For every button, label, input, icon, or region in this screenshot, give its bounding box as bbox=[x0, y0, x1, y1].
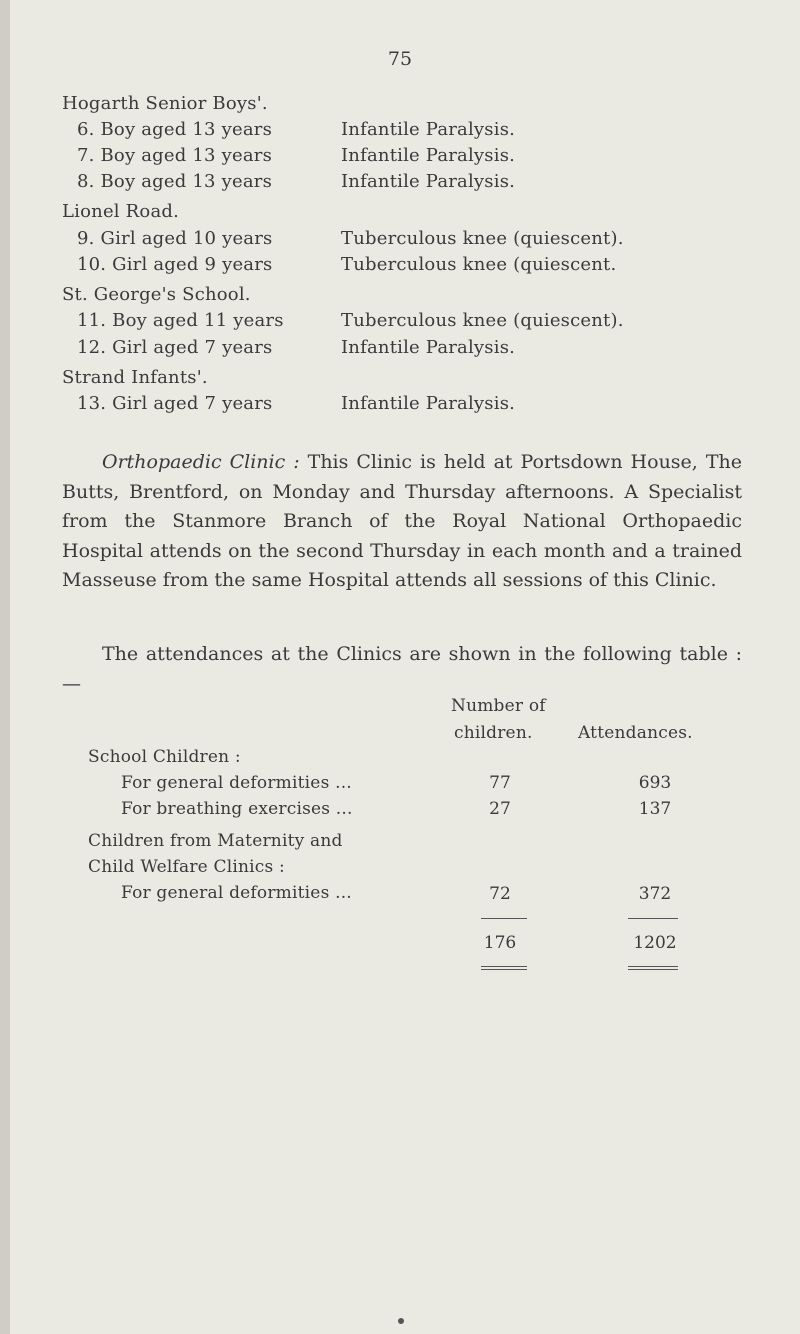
subtotal-rule bbox=[628, 918, 678, 919]
case-who: 9. Girl aged 10 years bbox=[77, 228, 273, 249]
total-double-rule bbox=[628, 966, 678, 967]
case-condition: Tuberculous knee (quiescent. bbox=[341, 254, 617, 275]
group-school-children: School Children : bbox=[88, 747, 241, 767]
case-who: 13. Girl aged 7 years bbox=[77, 393, 273, 414]
row-label: For general deformities ... bbox=[121, 773, 352, 793]
page-edge-shadow bbox=[0, 0, 10, 1334]
total-attendances: 1202 bbox=[633, 933, 677, 953]
row-attendances: 693 bbox=[638, 773, 672, 793]
case-who: 12. Girl aged 7 years bbox=[77, 337, 273, 358]
orthopaedic-clinic-paragraph bbox=[62, 448, 742, 596]
school-heading: Strand Infants'. bbox=[62, 367, 208, 388]
case-who: 10. Girl aged 9 years bbox=[77, 254, 273, 275]
ink-dot bbox=[398, 1318, 404, 1324]
group-maternity-line2: Child Welfare Clinics : bbox=[88, 857, 285, 877]
case-condition: Infantile Paralysis. bbox=[341, 119, 516, 140]
group-maternity-line1: Children from Maternity and bbox=[88, 831, 343, 851]
case-who: 7. Boy aged 13 years bbox=[77, 145, 273, 166]
case-condition: Infantile Paralysis. bbox=[341, 393, 516, 414]
row-label: For breathing exercises ... bbox=[121, 799, 353, 819]
page-number: 75 bbox=[387, 48, 413, 70]
total-double-rule bbox=[481, 969, 527, 970]
row-label: For general deformities ... bbox=[121, 883, 352, 903]
row-attendances: 137 bbox=[638, 799, 672, 819]
header-children: children. bbox=[454, 723, 533, 743]
case-who: 8. Boy aged 13 years bbox=[77, 171, 273, 192]
row-children: 72 bbox=[489, 884, 511, 904]
row-children: 77 bbox=[489, 773, 511, 793]
case-condition: Infantile Paralysis. bbox=[341, 171, 516, 192]
case-who: 11. Boy aged 11 years bbox=[77, 310, 284, 331]
case-condition: Tuberculous knee (quiescent). bbox=[341, 228, 624, 249]
row-attendances: 372 bbox=[638, 884, 672, 904]
orthopaedic-clinic-text: This Clinic is held at Portsdown House, The Butts, Brentford, on Monday and Thursday afternoons. A Specialist from the Stanmore Branch of the Royal National Orthopaedic Hospital attends on the second Thursday in each month and a trained Masseuse from the same Hospital attends all sessions of this Clinic. bbox=[62, 451, 742, 591]
case-condition: Tuberculous knee (quiescent). bbox=[341, 310, 624, 331]
case-condition: Infantile Paralysis. bbox=[341, 337, 516, 358]
subtotal-rule bbox=[481, 918, 527, 919]
header-attendances: Attendances. bbox=[578, 723, 693, 743]
row-children: 27 bbox=[489, 799, 511, 819]
orthopaedic-clinic-heading: Orthopaedic Clinic : bbox=[102, 451, 300, 473]
school-heading: Hogarth Senior Boys'. bbox=[62, 93, 268, 114]
attendance-intro: The attendances at the Clinics are shown in the following table :— bbox=[62, 643, 742, 695]
total-double-rule bbox=[628, 969, 678, 970]
header-number-of: Number of bbox=[451, 696, 546, 716]
total-children: 176 bbox=[483, 933, 517, 953]
case-who: 6. Boy aged 13 years bbox=[77, 119, 273, 140]
school-heading: Lionel Road. bbox=[62, 201, 180, 222]
school-heading: St. George's School. bbox=[62, 284, 251, 305]
case-condition: Infantile Paralysis. bbox=[341, 145, 516, 166]
total-double-rule bbox=[481, 966, 527, 967]
